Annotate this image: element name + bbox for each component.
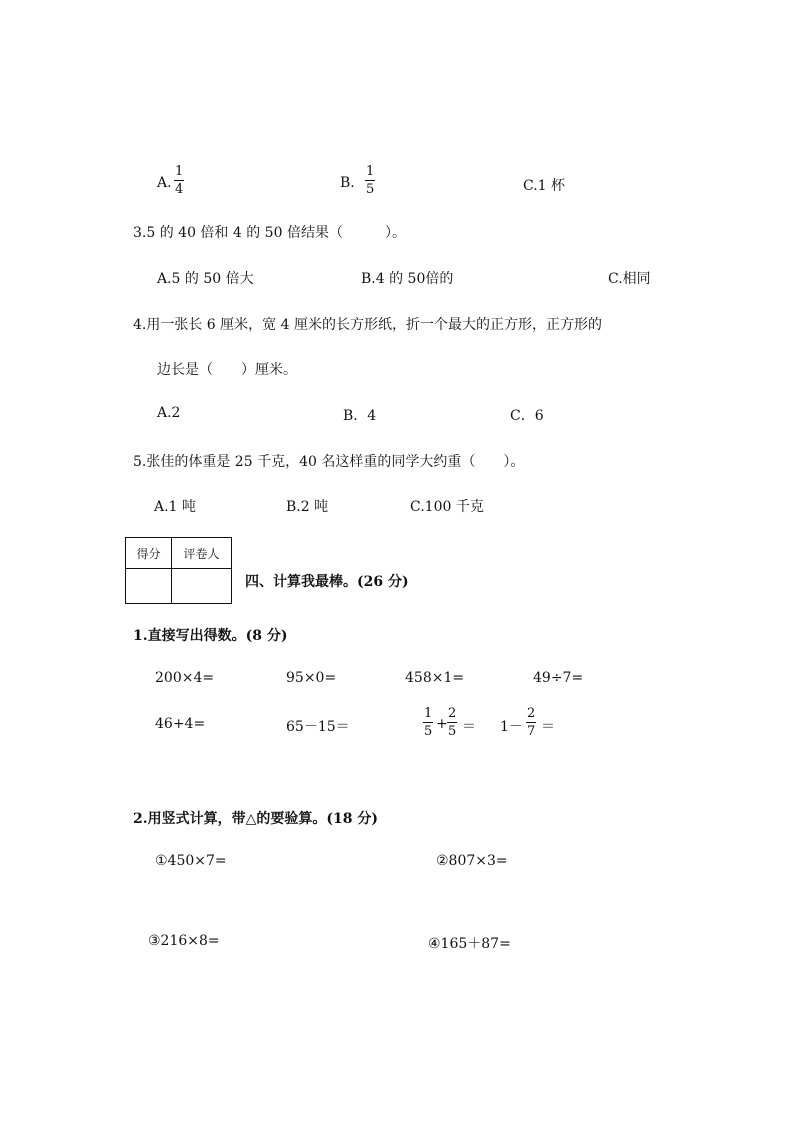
fraction-denominator: 4 — [175, 182, 184, 197]
q4-stem-line1: 4.用一张长 6 厘米，宽 4 厘米的长方形纸，折一个最大的正方形，正方形的 — [133, 317, 602, 333]
q5-stem: 5.张佳的体重是 25 千克，40 名这样重的同学大约重（ ）。 — [133, 454, 525, 470]
score-cell[interactable] — [126, 569, 172, 604]
calc-fraction — [423, 707, 433, 738]
q2-option-b-label: B. — [340, 175, 355, 191]
vertical-calc-item: ①450×7= — [155, 853, 227, 869]
calc-item-prefix: 1－ — [500, 719, 523, 735]
q2-option-b-fraction — [365, 165, 375, 196]
q3-option-b: B.4 的 50倍的 — [361, 271, 454, 287]
q3-stem: 3.5 的 40 倍和 4 的 50 倍结果（ ）。 — [133, 225, 406, 241]
calc-item: 49÷7= — [533, 670, 584, 686]
q4-option-b: B．4 — [343, 408, 377, 424]
q4-stem-line2: 边长是（ ）厘米。 — [157, 362, 297, 378]
grader-cell[interactable] — [172, 569, 232, 604]
q5-option-b: B.2 吨 — [286, 499, 329, 515]
q4-option-c: C．6 — [510, 408, 544, 424]
calc-item: 200×4= — [155, 670, 215, 686]
fraction-denominator: 5 — [366, 182, 375, 197]
vertical-calc-item: ④165＋87= — [428, 936, 511, 952]
calc-item: 95×0= — [286, 670, 337, 686]
fraction-numerator: 1 — [175, 164, 184, 179]
vertical-calc-item: ②807×3= — [436, 853, 508, 869]
q2-option-c: C.1 杯 — [523, 178, 566, 194]
calc-item: 458×1= — [405, 670, 465, 686]
vertical-calc-item: ③216×8= — [148, 933, 220, 949]
plus-operator: + — [436, 716, 448, 732]
q5-option-c: C.100 千克 — [410, 499, 484, 515]
equals-sign: ＝ — [541, 719, 555, 735]
calc-fraction — [447, 707, 457, 738]
calc-item: 65－15＝ — [286, 719, 350, 735]
q2-option-a-fraction — [174, 165, 184, 196]
section4-title: 四、计算我最棒。(26 分) — [245, 574, 409, 590]
calc-item: 46+4= — [155, 716, 206, 732]
q3-option-c: C.相同 — [608, 271, 651, 287]
fraction-denominator: 5 — [424, 724, 433, 739]
fraction-numerator: 2 — [527, 706, 536, 721]
part2-title: 2.用竖式计算，带△的要验算。(18 分) — [133, 811, 378, 827]
q3-option-a: A.5 的 50 倍大 — [157, 271, 254, 287]
fraction-numerator: 2 — [448, 706, 457, 721]
q2-option-a-label: A. — [157, 175, 172, 191]
score-box — [125, 537, 232, 604]
part1-title: 1.直接写出得数。(8 分) — [133, 628, 288, 644]
equals-sign: ＝ — [462, 719, 476, 735]
fraction-denominator: 7 — [527, 724, 536, 739]
q4-option-a: A.2 — [157, 405, 181, 421]
q5-option-a: A.1 吨 — [154, 499, 196, 515]
calc-fraction — [526, 707, 536, 738]
fraction-numerator: 1 — [366, 164, 375, 179]
grader-header: 评卷人 — [172, 538, 232, 569]
score-header: 得分 — [126, 538, 172, 569]
fraction-numerator: 1 — [424, 706, 433, 721]
fraction-denominator: 5 — [448, 724, 457, 739]
